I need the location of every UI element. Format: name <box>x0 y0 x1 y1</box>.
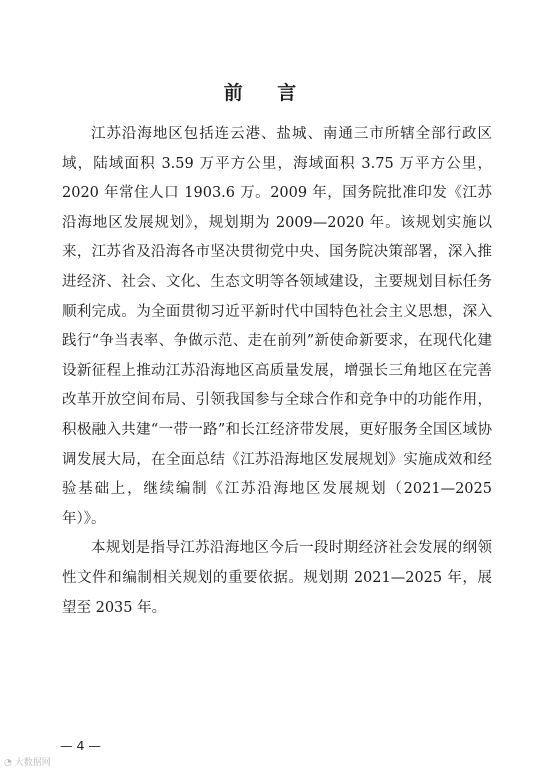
document-body <box>62 120 492 623</box>
page-number: — 4 — <box>60 738 101 753</box>
paragraph-1: 江苏沿海地区包括连云港、盐城、南通三市所辖全部行政区域，陆域面积 3.59 万平方公里，海域面积 3.75 万平方公里，2020 年常住人口 1903.6 万。2009 年，国务院批准印发《江苏沿海地区发展规划》，规划期为 2009—2020 年。该规划实施以来，江苏省及沿海各市坚决贯彻党中央、国务院决策部署，深入推进经济、社会、文化、生态文明等各领域建设，主要规划目标任务顺利完成。为全面贯彻习近平新时代中国特色社会主义思想，深入践行“争当表率、争做示范、走在前列”新使命新要求，在现代化建设新征程上推动江苏沿海地区高质量发展，增强长三角地区在完善改革开放空间布局、引领我国参与全球合作和竞争中的功能作用，积极融入共建“一带一路”和长江经济带发展，更好服务全国区域协调发展大局，在全面总结《江苏沿海地区发展规划》实施成效和经验基础上，继续编制《江苏沿海地区发展规划（2021—2025 年）》。 <box>62 126 492 527</box>
watermark-icon: ◔ <box>4 758 12 768</box>
paragraph-2: 本规划是指导江苏沿海地区今后一段时期经济社会发展的纲领性文件和编制相关规划的重要依据。规划期 2021—2025 年，展望至 2035 年。 <box>62 540 492 616</box>
page-title: 前 言 <box>223 82 311 104</box>
watermark-logo <box>4 755 51 768</box>
watermark-text: 大数据网 <box>14 758 51 768</box>
